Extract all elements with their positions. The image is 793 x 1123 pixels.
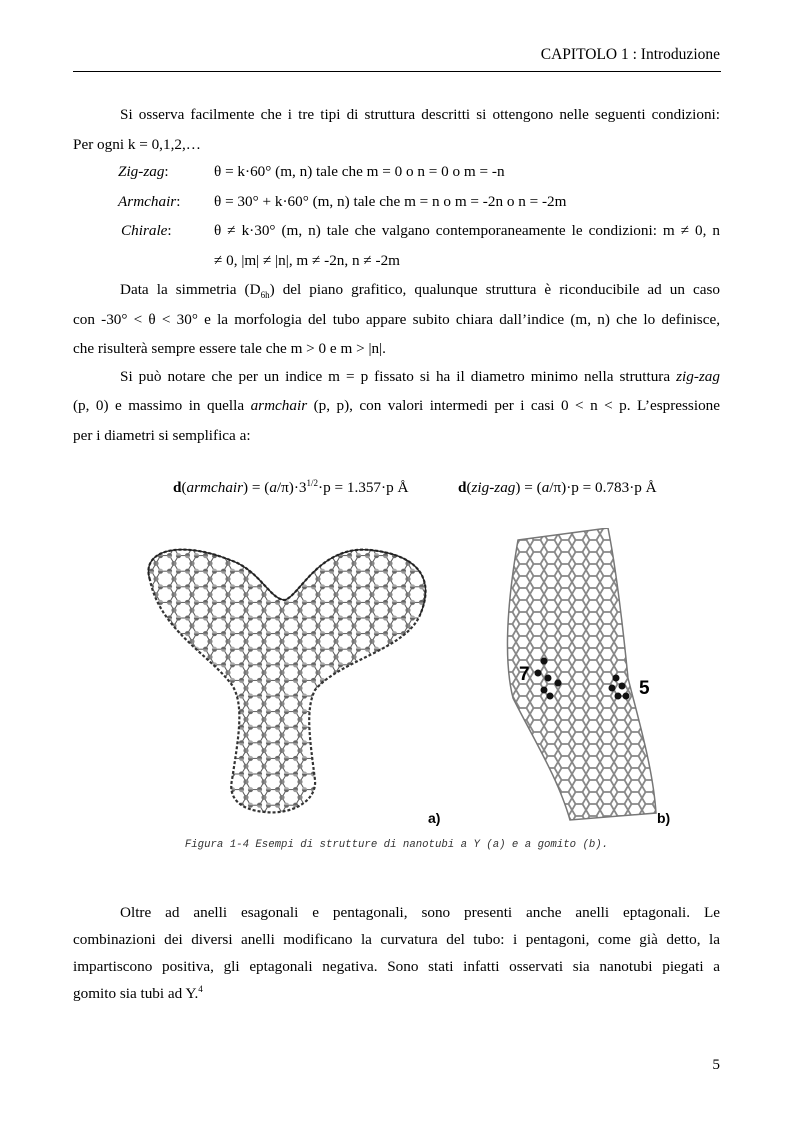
para1-line1: Si osserva facilmente che i tre tipi di struttura descritti si ottengono nelle seguenti condizioni: [120, 106, 720, 123]
para2-line1: Data la simmetria $(D_{6h})$ del piano grafitico, qualunque struttura è riconducibile ad un caso [120, 281, 721, 301]
figure-label-7: 7 [519, 664, 530, 685]
def-armchair-term: Armchair: [118, 193, 181, 210]
figure-label-a: a) [428, 810, 441, 826]
para3-line3: per i diametri si semplifica a: [73, 427, 251, 444]
formula-zigzag: d(zig-zag) = (a/π)·p = 0.783·p Å [458, 479, 657, 496]
running-header: CAPITOLO 1 : Introduzione [540, 46, 720, 63]
para4-line1: Oltre ad anelli esagonali e pentagonali, sono presenti anche anelli eptagonali. Le [120, 904, 720, 921]
figure-bent-nanotube [488, 528, 660, 823]
para3-line1: Si può notare che per un indice m = p fissato si ha il diametro minimo nella struttura zig-zag [120, 368, 720, 385]
def-chirale-text: θ ≠ k·30° (m, n) tale che valgano contemporaneamente le condizioni: m ≠ 0, n [214, 222, 720, 239]
def-zigzag-text: θ = k·60° (m, n) tale che m = 0 o n = 0 o m = -n [214, 163, 505, 180]
para4-line2: combinazioni dei diversi anelli modificano la curvatura del tubo: i pentagoni, come già detto, la [73, 931, 720, 948]
figure-y-nanotube [120, 540, 450, 830]
page-number: 5 [712, 1056, 720, 1073]
para2-line3: che risulterà sempre essere tale che m > 0 e m > |n|. [73, 340, 386, 357]
def-armchair-text: θ = 30° + k·60° (m, n) tale che m = n o m = -2n o n = -2m [214, 193, 567, 210]
para4-line4: gomito sia tubi ad Y.$^4$ [73, 983, 203, 1002]
para2-line2: con -30° < θ < 30° e la morfologia del tubo appare subito chiara dall’indice (m, n) che lo definisce, [73, 311, 720, 328]
formula-armchair: d(armchair) = $(a/\pi)\cdot 3^{1/2}\cdot p = 1.357\cdot p$ Å [173, 477, 409, 496]
def-zigzag-term: Zig-zag: [118, 163, 169, 180]
def-chirale-text2: ≠ 0, |m| ≠ |n|, m ≠ -2n, n ≠ -2m [214, 252, 400, 269]
figure-caption: Figura 1-4 Esempi di strutture di nanotubi a Y (a) e a gomito (b). [184, 839, 609, 851]
para4-line3: impartiscono positiva, gli eptagonali negativa. Sono stati infatti osservati sia nanotubi piegati a [73, 958, 720, 975]
para1-line2: Per ogni k = 0,1,2,… [73, 136, 201, 153]
y-nanotube-illustration [120, 540, 450, 830]
figure-label-b: b) [657, 810, 671, 826]
header-rule [73, 71, 721, 72]
def-chirale-term: Chirale: [121, 222, 172, 239]
bent-nanotube-illustration [488, 528, 660, 823]
para3-line2: (p, 0) e massimo in quella armchair (p, p), con valori intermedi per i casi 0 < n < p. L’espressione [73, 397, 720, 414]
figure-label-5: 5 [639, 678, 650, 699]
